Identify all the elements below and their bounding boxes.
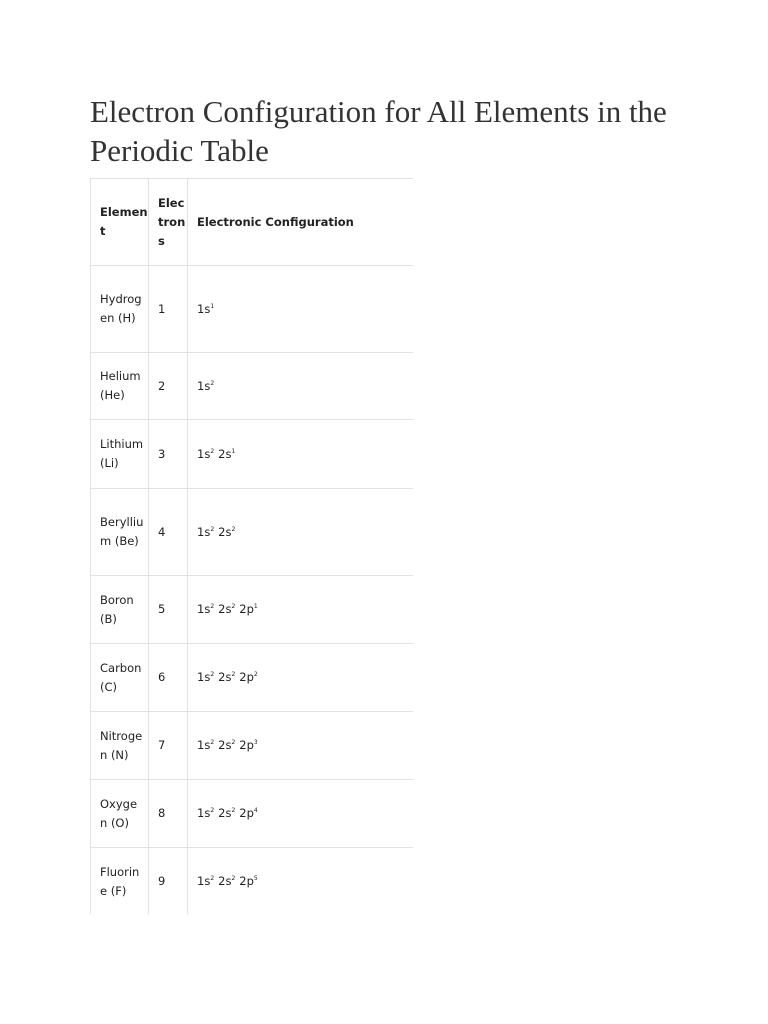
electron-count-cell: 8: [149, 780, 188, 848]
table-row: [91, 420, 414, 489]
configuration-cell: [188, 712, 414, 780]
orbital-term: [239, 670, 257, 684]
table-row: [91, 780, 414, 848]
orbital-term: [197, 874, 214, 888]
electron-count-cell: 3: [149, 420, 188, 489]
orbital-term: [218, 447, 235, 461]
orbital-term: [218, 738, 235, 752]
element-name-cell: Boron (B): [91, 576, 149, 644]
element-name-cell: Oxygen (O): [91, 780, 149, 848]
element-name-cell: Lithium (Li): [91, 420, 149, 489]
orbital-term: [197, 447, 214, 461]
electron-count-cell: 6: [149, 644, 188, 712]
element-name-cell: Beryllium (Be): [91, 489, 149, 576]
orbital-electron-count: 2: [231, 807, 236, 815]
configuration-cell: [188, 644, 414, 712]
page-title: Electron Configuration for All Elements in the Periodic Table: [90, 94, 667, 168]
header-configuration: Electronic Configuration: [188, 179, 414, 266]
orbital-electron-count: 2: [210, 447, 215, 455]
orbital-label: 2s: [218, 806, 232, 820]
orbital-term: [239, 738, 257, 752]
orbital-label: 2s: [218, 602, 232, 616]
orbital-term: [239, 602, 257, 616]
configuration-cell: [188, 576, 414, 644]
table-row: [91, 848, 414, 915]
orbital-label: 1s: [197, 524, 211, 539]
orbital-electron-count: 4: [253, 807, 258, 815]
orbital-label: 1s: [197, 378, 211, 393]
orbital-term: [218, 670, 235, 684]
orbital-term: [218, 525, 235, 539]
element-name-cell: Hydrogen (H): [91, 266, 149, 353]
configuration-cell: [188, 848, 414, 915]
orbital-term: [197, 670, 214, 684]
configuration-cell: [188, 780, 414, 848]
configuration-cell: [188, 420, 414, 489]
element-name-cell: Carbon (C): [91, 644, 149, 712]
orbital-label: 2s: [218, 874, 232, 888]
electron-count-cell: 7: [149, 712, 188, 780]
table-row: [91, 712, 414, 780]
table-row: [91, 353, 414, 420]
table-row: [91, 576, 414, 644]
electron-count-cell: 2: [149, 353, 188, 420]
orbital-electron-count: 5: [253, 875, 258, 883]
orbital-electron-count: 2: [210, 875, 215, 883]
orbital-electron-count: 2: [231, 603, 236, 611]
header-element: Element: [91, 179, 149, 266]
electron-count-cell: 9: [149, 848, 188, 915]
table-container: [90, 178, 413, 914]
table-row: [91, 489, 414, 576]
orbital-label: 2p: [239, 806, 254, 820]
orbital-term: [197, 379, 214, 393]
orbital-term: [197, 806, 214, 820]
orbital-label: 2s: [218, 738, 232, 752]
orbital-electron-count: 2: [253, 671, 258, 679]
orbital-electron-count: 3: [253, 739, 258, 747]
orbital-electron-count: 1: [210, 302, 215, 310]
orbital-electron-count: 2: [210, 739, 215, 747]
orbital-label: 1s: [197, 670, 211, 684]
orbital-electron-count: 2: [231, 875, 236, 883]
orbital-label: 2p: [239, 738, 254, 752]
orbital-label: 2s: [218, 524, 232, 539]
electron-configuration-table: [90, 178, 413, 914]
table-header-row: [91, 179, 414, 266]
orbital-electron-count: 2: [210, 807, 215, 815]
orbital-label: 2p: [239, 874, 254, 888]
element-name-cell: Nitrogen (N): [91, 712, 149, 780]
orbital-electron-count: 2: [210, 603, 215, 611]
orbital-term: [218, 602, 235, 616]
orbital-label: 2p: [239, 602, 254, 616]
configuration-cell: [188, 489, 414, 576]
orbital-label: 2p: [239, 670, 254, 684]
orbital-label: 2s: [218, 670, 232, 684]
orbital-term: [239, 874, 257, 888]
electron-count-cell: 5: [149, 576, 188, 644]
orbital-electron-count: 1: [231, 447, 236, 455]
table-body: [91, 266, 414, 915]
orbital-electron-count: 1: [253, 603, 258, 611]
orbital-term: [218, 806, 235, 820]
orbital-term: [197, 302, 214, 316]
electron-count-cell: 1: [149, 266, 188, 353]
orbital-label: 1s: [197, 602, 211, 616]
orbital-term: [218, 874, 235, 888]
orbital-electron-count: 2: [210, 671, 215, 679]
orbital-label: 1s: [197, 806, 211, 820]
table-row: [91, 644, 414, 712]
orbital-electron-count: 2: [231, 671, 236, 679]
orbital-label: 1s: [197, 446, 211, 461]
orbital-label: 1s: [197, 874, 211, 888]
table-row: [91, 266, 414, 353]
electron-count-cell: 4: [149, 489, 188, 576]
orbital-electron-count: 2: [210, 379, 215, 387]
orbital-label: 2s: [218, 446, 232, 461]
orbital-label: 1s: [197, 301, 211, 316]
orbital-electron-count: 2: [231, 525, 236, 533]
orbital-term: [197, 738, 214, 752]
element-name-cell: Helium (He): [91, 353, 149, 420]
orbital-label: 1s: [197, 738, 211, 752]
configuration-cell: [188, 266, 414, 353]
element-name-cell: Fluorine (F): [91, 848, 149, 915]
header-electrons: Electrons: [149, 179, 188, 266]
orbital-term: [197, 602, 214, 616]
orbital-term: [239, 806, 257, 820]
orbital-electron-count: 2: [231, 739, 236, 747]
orbital-term: [197, 525, 214, 539]
orbital-electron-count: 2: [210, 525, 215, 533]
configuration-cell: [188, 353, 414, 420]
